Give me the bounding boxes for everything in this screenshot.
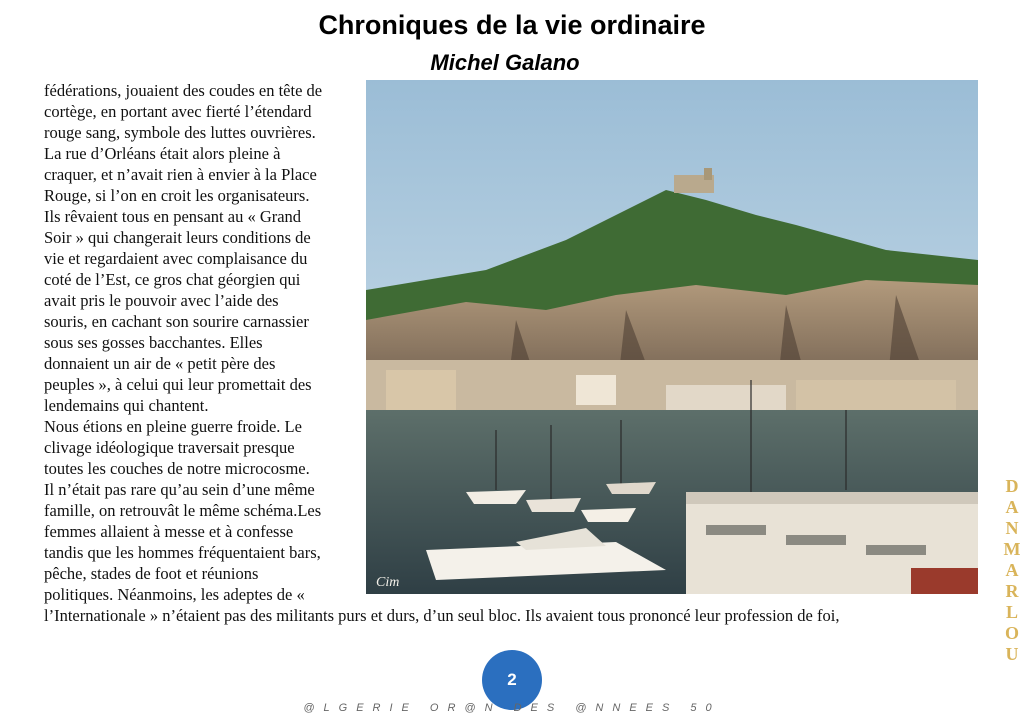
article-line: vie et regardaient avec complaisance du	[44, 249, 308, 268]
article-line: sous ses gosses bacchantes. Elles	[44, 333, 263, 352]
article-line: Nous étions en pleine guerre froide. Le	[44, 417, 302, 436]
article-line: pêche, stades de foot et réunions	[44, 564, 259, 583]
article-line: Rouge, si l’on en croit les organisateurs.	[44, 186, 310, 205]
article-line: craquer, et n’avait rien à envier à la Place	[44, 165, 317, 184]
photo-mark: Cim	[376, 575, 400, 590]
article-line: avait pris le pouvoir avec l’aide des	[44, 291, 279, 310]
harbor-photo	[366, 80, 978, 594]
article-line: clivage idéologique traversait presque	[44, 438, 295, 457]
page-number-badge: 2	[482, 650, 542, 710]
article-line: lendemains qui chantent.	[44, 396, 209, 415]
fort-tower	[704, 168, 712, 180]
article-line: peuples », à celui qui leur promettait des	[44, 375, 312, 394]
article-continuation: l’Internationale » n’étaient pas des militants purs et durs, d’un seul bloc. Ils avaient tous prononcé leur profession de foi,	[44, 606, 840, 625]
article-line: Il n’était pas rare qu’au sein d’une même	[44, 480, 315, 499]
article-line: donnaient un air de « petit père des	[44, 354, 276, 373]
article-column	[44, 80, 354, 605]
article-line: tandis que les hommes fréquentaient bars,	[44, 543, 321, 562]
page-title: Chroniques de la vie ordinaire	[318, 10, 706, 40]
article-line: Ils rêvaient tous en pensant au « Grand	[44, 207, 302, 226]
article-line: rouge sang, symbole des luttes ouvrières.	[44, 123, 316, 142]
article-line: femmes allaient à messe et à confesse	[44, 522, 294, 541]
article-line: La rue d’Orléans était alors pleine à	[44, 144, 281, 163]
site-footer: @LGERIE OR@N DES @NNEES 50	[303, 702, 721, 714]
author-name: Michel Galano	[430, 50, 580, 75]
article-line: fédérations, jouaient des coudes en tête de	[44, 81, 323, 100]
article-line: coté de l’Est, ce gros chat géorgien qui	[44, 270, 301, 289]
side-watermark: DANMARLOU	[1003, 476, 1021, 664]
red-hut	[911, 568, 978, 594]
article-line: politiques. Néanmoins, les adeptes de «	[44, 585, 305, 604]
article-line: cortège, en portant avec fierté l’étendard	[44, 102, 312, 121]
article-line: Soir » qui changerait leurs conditions de	[44, 228, 311, 247]
article-line: famille, on retrouvât le même schéma.Les	[44, 501, 322, 520]
article-line: toutes les couches de notre microcosme.	[44, 459, 310, 478]
article-line: souris, en cachant son sourire carnassier	[44, 312, 309, 331]
